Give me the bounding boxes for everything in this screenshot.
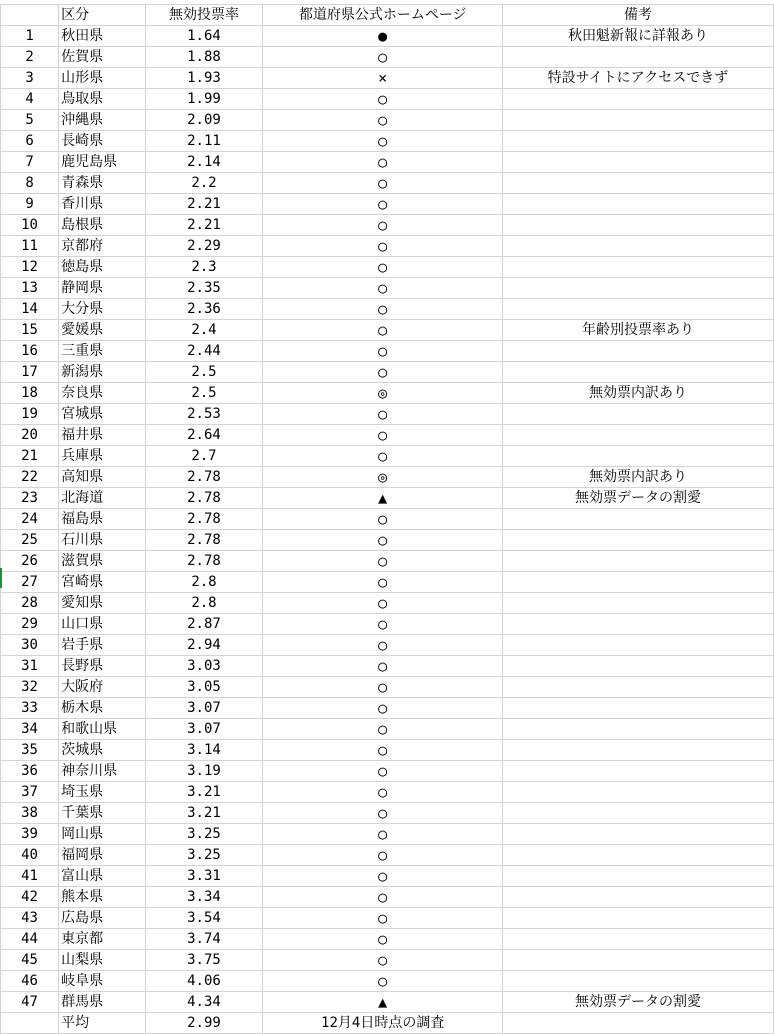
table-row — [1, 656, 774, 677]
homepage-status-cell[interactable]: ○ — [263, 320, 502, 341]
prefecture-cell[interactable]: 神奈川県 — [59, 761, 145, 782]
remarks-cell[interactable] — [502, 656, 773, 677]
prefecture-cell[interactable]: 佐賀県 — [59, 47, 145, 68]
table-row — [1, 278, 774, 299]
remarks-cell[interactable]: 年齢別投票率あり — [502, 320, 773, 341]
prefecture-cell[interactable]: 山梨県 — [59, 950, 145, 971]
remarks-cell[interactable] — [502, 89, 773, 110]
homepage-status-cell[interactable]: ○ — [263, 152, 502, 173]
homepage-status-cell[interactable]: ○ — [263, 908, 502, 929]
row-index-cell[interactable]: 29 — [1, 614, 59, 635]
table-row — [1, 320, 774, 341]
invalid-rate-cell[interactable]: 2.36 — [145, 299, 263, 320]
table-row — [1, 677, 774, 698]
row-index-cell[interactable]: 25 — [1, 530, 59, 551]
remarks-cell[interactable] — [502, 425, 773, 446]
invalid-rate-cell[interactable]: 2.21 — [145, 215, 263, 236]
remarks-cell[interactable] — [502, 404, 773, 425]
invalid-rate-cell[interactable]: 3.75 — [145, 950, 263, 971]
prefecture-cell[interactable]: 徳島県 — [59, 257, 145, 278]
table-row — [1, 467, 774, 488]
remarks-cell[interactable]: 秋田魁新報に詳報あり — [502, 26, 773, 47]
prefecture-cell[interactable]: 茨城県 — [59, 740, 145, 761]
remarks-cell[interactable] — [502, 845, 773, 866]
invalid-rate-cell[interactable]: 2.53 — [145, 404, 263, 425]
table-row — [1, 908, 774, 929]
table-row — [1, 635, 774, 656]
homepage-status-cell[interactable]: ○ — [263, 362, 502, 383]
table-body — [1, 5, 774, 1034]
prefecture-cell[interactable]: 岡山県 — [59, 824, 145, 845]
homepage-status-cell[interactable]: ○ — [263, 257, 502, 278]
prefecture-cell[interactable]: 鳥取県 — [59, 89, 145, 110]
prefecture-cell[interactable]: 大阪府 — [59, 677, 145, 698]
invalid-rate-cell[interactable]: 1.93 — [145, 68, 263, 89]
remarks-cell[interactable] — [502, 824, 773, 845]
table-row — [1, 593, 774, 614]
prefecture-cell[interactable]: 群馬県 — [59, 992, 145, 1013]
homepage-status-cell[interactable]: ○ — [263, 593, 502, 614]
row-index-cell[interactable]: 20 — [1, 425, 59, 446]
row-index-cell[interactable]: 22 — [1, 467, 59, 488]
table-row — [1, 509, 774, 530]
invalid-rate-cell[interactable]: 1.99 — [145, 89, 263, 110]
invalid-rate-cell[interactable]: 2.78 — [145, 509, 263, 530]
remarks-cell[interactable] — [502, 614, 773, 635]
remarks-cell[interactable] — [502, 677, 773, 698]
row-index-cell[interactable]: 12 — [1, 257, 59, 278]
homepage-status-cell[interactable]: ○ — [263, 887, 502, 908]
prefecture-cell[interactable]: 三重県 — [59, 341, 145, 362]
row-index-cell[interactable]: 47 — [1, 992, 59, 1013]
footer-remarks-cell[interactable] — [502, 1013, 773, 1034]
row-index-cell[interactable]: 16 — [1, 341, 59, 362]
invalid-rate-cell[interactable]: 3.31 — [145, 866, 263, 887]
invalid-rate-cell[interactable]: 3.03 — [145, 656, 263, 677]
invalid-rate-cell[interactable]: 2.44 — [145, 341, 263, 362]
prefecture-cell[interactable]: 奈良県 — [59, 383, 145, 404]
prefecture-cell[interactable]: 新潟県 — [59, 362, 145, 383]
homepage-status-cell[interactable]: ○ — [263, 866, 502, 887]
invalid-rate-cell[interactable]: 3.54 — [145, 908, 263, 929]
row-index-cell[interactable]: 31 — [1, 656, 59, 677]
prefecture-cell[interactable]: 福井県 — [59, 425, 145, 446]
row-index-cell[interactable]: 43 — [1, 908, 59, 929]
row-index-cell[interactable]: 17 — [1, 362, 59, 383]
homepage-status-cell[interactable]: ○ — [263, 404, 502, 425]
homepage-status-cell[interactable]: ○ — [263, 761, 502, 782]
prefecture-cell[interactable]: 熊本県 — [59, 887, 145, 908]
prefecture-cell[interactable]: 福岡県 — [59, 845, 145, 866]
invalid-rate-cell[interactable]: 2.21 — [145, 194, 263, 215]
remarks-cell[interactable] — [502, 719, 773, 740]
table-row — [1, 614, 774, 635]
row-index-cell[interactable]: 45 — [1, 950, 59, 971]
prefecture-cell[interactable]: 千葉県 — [59, 803, 145, 824]
prefecture-cell[interactable]: 島根県 — [59, 215, 145, 236]
homepage-status-cell[interactable]: ○ — [263, 719, 502, 740]
remarks-cell[interactable] — [502, 278, 773, 299]
table-row — [1, 740, 774, 761]
row-index-cell[interactable]: 46 — [1, 971, 59, 992]
prefecture-cell[interactable]: 東京都 — [59, 929, 145, 950]
average-label-cell[interactable]: 平均 — [59, 1013, 145, 1034]
row-index-cell[interactable]: 41 — [1, 866, 59, 887]
row-index-cell[interactable]: 26 — [1, 551, 59, 572]
invalid-rate-cell[interactable]: 3.34 — [145, 887, 263, 908]
table-row — [1, 887, 774, 908]
prefecture-cell[interactable]: 富山県 — [59, 866, 145, 887]
survey-date-cell[interactable]: 12月4日時点の調査 — [263, 1013, 502, 1034]
homepage-status-cell[interactable]: ▲ — [263, 488, 502, 509]
prefecture-cell[interactable]: 静岡県 — [59, 278, 145, 299]
row-index-cell[interactable]: 7 — [1, 152, 59, 173]
invalid-rate-cell[interactable]: 4.06 — [145, 971, 263, 992]
homepage-status-cell[interactable]: ▲ — [263, 992, 502, 1013]
header-cell-category[interactable]: 区分 — [59, 5, 145, 26]
homepage-status-cell[interactable]: ● — [263, 26, 502, 47]
homepage-status-cell[interactable]: ○ — [263, 236, 502, 257]
row-index-cell[interactable]: 18 — [1, 383, 59, 404]
homepage-status-cell[interactable]: × — [263, 68, 502, 89]
table-row — [1, 194, 774, 215]
prefecture-cell[interactable]: 福島県 — [59, 509, 145, 530]
invalid-rate-cell[interactable]: 2.35 — [145, 278, 263, 299]
invalid-rate-cell[interactable]: 2.11 — [145, 131, 263, 152]
homepage-status-cell[interactable]: ○ — [263, 845, 502, 866]
invalid-rate-cell[interactable]: 2.64 — [145, 425, 263, 446]
table-row — [1, 89, 774, 110]
table-row — [1, 782, 774, 803]
prefecture-cell[interactable]: 滋賀県 — [59, 551, 145, 572]
remarks-cell[interactable] — [502, 803, 773, 824]
prefecture-cell[interactable]: 栃木県 — [59, 698, 145, 719]
row-index-cell[interactable]: 37 — [1, 782, 59, 803]
table-row — [1, 971, 774, 992]
table-row — [1, 551, 774, 572]
invalid-rate-cell[interactable]: 2.78 — [145, 551, 263, 572]
invalid-rate-cell[interactable]: 3.07 — [145, 719, 263, 740]
table-row — [1, 215, 774, 236]
prefecture-cell[interactable]: 宮崎県 — [59, 572, 145, 593]
homepage-status-cell[interactable]: ○ — [263, 530, 502, 551]
remarks-cell[interactable] — [502, 866, 773, 887]
invalid-rate-cell[interactable]: 2.8 — [145, 572, 263, 593]
remarks-cell[interactable]: 特設サイトにアクセスできず — [502, 68, 773, 89]
row-index-cell[interactable]: 38 — [1, 803, 59, 824]
table-row — [1, 824, 774, 845]
invalid-rate-cell[interactable]: 1.64 — [145, 26, 263, 47]
row-index-cell[interactable]: 23 — [1, 488, 59, 509]
remarks-cell[interactable] — [502, 131, 773, 152]
footer-index-cell[interactable] — [1, 1013, 59, 1034]
invalid-rate-cell[interactable]: 2.94 — [145, 635, 263, 656]
invalid-rate-cell[interactable]: 2.09 — [145, 110, 263, 131]
homepage-status-cell[interactable]: ○ — [263, 425, 502, 446]
prefecture-table — [0, 4, 774, 1034]
row-index-cell[interactable]: 9 — [1, 194, 59, 215]
homepage-status-cell[interactable]: ○ — [263, 698, 502, 719]
remarks-cell[interactable] — [502, 299, 773, 320]
table-row — [1, 572, 774, 593]
homepage-status-cell[interactable]: ○ — [263, 824, 502, 845]
homepage-status-cell[interactable]: ○ — [263, 677, 502, 698]
table-row — [1, 845, 774, 866]
remarks-cell[interactable] — [502, 740, 773, 761]
homepage-status-cell[interactable]: ○ — [263, 782, 502, 803]
remarks-cell[interactable] — [502, 593, 773, 614]
row-index-cell[interactable]: 32 — [1, 677, 59, 698]
homepage-status-cell[interactable]: ○ — [263, 110, 502, 131]
table-row — [1, 950, 774, 971]
invalid-rate-cell[interactable]: 2.78 — [145, 488, 263, 509]
invalid-rate-cell[interactable]: 2.87 — [145, 614, 263, 635]
invalid-rate-cell[interactable]: 2.8 — [145, 593, 263, 614]
row-index-cell[interactable]: 1 — [1, 26, 59, 47]
invalid-rate-cell[interactable]: 2.29 — [145, 236, 263, 257]
prefecture-cell[interactable]: 青森県 — [59, 173, 145, 194]
remarks-cell[interactable] — [502, 530, 773, 551]
table-row — [1, 803, 774, 824]
homepage-status-cell[interactable]: ○ — [263, 299, 502, 320]
row-index-cell[interactable]: 10 — [1, 215, 59, 236]
table-row — [1, 383, 774, 404]
row-index-cell[interactable]: 5 — [1, 110, 59, 131]
prefecture-cell[interactable]: 埼玉県 — [59, 782, 145, 803]
remarks-cell[interactable] — [502, 950, 773, 971]
prefecture-cell[interactable]: 秋田県 — [59, 26, 145, 47]
header-cell-homepage[interactable]: 都道府県公式ホームページ — [263, 5, 502, 26]
invalid-rate-cell[interactable]: 2.3 — [145, 257, 263, 278]
row-index-cell[interactable]: 33 — [1, 698, 59, 719]
table-row — [1, 761, 774, 782]
table-row — [1, 173, 774, 194]
prefecture-cell[interactable]: 沖縄県 — [59, 110, 145, 131]
table-row — [1, 425, 774, 446]
invalid-rate-cell[interactable]: 3.14 — [145, 740, 263, 761]
remarks-cell[interactable] — [502, 761, 773, 782]
invalid-rate-cell[interactable]: 3.05 — [145, 677, 263, 698]
remarks-cell[interactable] — [502, 152, 773, 173]
invalid-rate-cell[interactable]: 2.78 — [145, 530, 263, 551]
row-index-cell[interactable]: 35 — [1, 740, 59, 761]
remarks-cell[interactable]: 無効票データの割愛 — [502, 992, 773, 1013]
prefecture-cell[interactable]: 長野県 — [59, 656, 145, 677]
remarks-cell[interactable]: 無効票データの割愛 — [502, 488, 773, 509]
invalid-rate-cell[interactable]: 3.21 — [145, 803, 263, 824]
homepage-status-cell[interactable]: ○ — [263, 551, 502, 572]
homepage-status-cell[interactable]: ○ — [263, 47, 502, 68]
invalid-rate-cell[interactable]: 3.25 — [145, 824, 263, 845]
row-index-cell[interactable]: 24 — [1, 509, 59, 530]
table-row — [1, 929, 774, 950]
remarks-cell[interactable] — [502, 341, 773, 362]
homepage-status-cell[interactable]: ◎ — [263, 383, 502, 404]
header-cell-index[interactable] — [1, 5, 59, 26]
homepage-status-cell[interactable]: ○ — [263, 278, 502, 299]
prefecture-cell[interactable]: 山形県 — [59, 68, 145, 89]
table-row — [1, 719, 774, 740]
table-row — [1, 236, 774, 257]
remarks-cell[interactable] — [502, 236, 773, 257]
row-index-cell[interactable]: 28 — [1, 593, 59, 614]
prefecture-cell[interactable]: 大分県 — [59, 299, 145, 320]
row-index-cell[interactable]: 3 — [1, 68, 59, 89]
invalid-rate-cell[interactable]: 2.2 — [145, 173, 263, 194]
row-index-cell[interactable]: 15 — [1, 320, 59, 341]
table-row — [1, 866, 774, 887]
invalid-rate-cell[interactable]: 4.34 — [145, 992, 263, 1013]
table-row — [1, 698, 774, 719]
row-index-cell[interactable]: 14 — [1, 299, 59, 320]
invalid-rate-cell[interactable]: 3.21 — [145, 782, 263, 803]
prefecture-cell[interactable]: 兵庫県 — [59, 446, 145, 467]
remarks-cell[interactable] — [502, 551, 773, 572]
table-row — [1, 152, 774, 173]
homepage-status-cell[interactable]: ○ — [263, 971, 502, 992]
remarks-cell[interactable] — [502, 887, 773, 908]
remarks-cell[interactable] — [502, 47, 773, 68]
table-row — [1, 110, 774, 131]
remarks-cell[interactable] — [502, 257, 773, 278]
invalid-rate-cell[interactable]: 3.74 — [145, 929, 263, 950]
homepage-status-cell[interactable]: ○ — [263, 635, 502, 656]
remarks-cell[interactable] — [502, 362, 773, 383]
homepage-status-cell[interactable]: ○ — [263, 572, 502, 593]
row-index-cell[interactable]: 27 — [1, 572, 59, 593]
homepage-status-cell[interactable]: ○ — [263, 89, 502, 110]
prefecture-cell[interactable]: 北海道 — [59, 488, 145, 509]
table-row — [1, 131, 774, 152]
remarks-cell[interactable] — [502, 194, 773, 215]
row-index-cell[interactable]: 11 — [1, 236, 59, 257]
header-cell-invalid-rate[interactable]: 無効投票率 — [145, 5, 263, 26]
homepage-status-cell[interactable]: ○ — [263, 341, 502, 362]
header-row — [1, 5, 774, 26]
prefecture-cell[interactable]: 岐阜県 — [59, 971, 145, 992]
table-row — [1, 341, 774, 362]
homepage-status-cell[interactable]: ○ — [263, 173, 502, 194]
table-row — [1, 530, 774, 551]
selection-edge-marker — [0, 568, 2, 588]
prefecture-cell[interactable]: 愛媛県 — [59, 320, 145, 341]
homepage-status-cell[interactable]: ○ — [263, 929, 502, 950]
remarks-cell[interactable] — [502, 215, 773, 236]
remarks-cell[interactable] — [502, 572, 773, 593]
remarks-cell[interactable] — [502, 782, 773, 803]
prefecture-cell[interactable]: 和歌山県 — [59, 719, 145, 740]
average-value-cell[interactable]: 2.99 — [145, 1013, 263, 1034]
remarks-cell[interactable] — [502, 446, 773, 467]
invalid-rate-cell[interactable]: 3.19 — [145, 761, 263, 782]
header-cell-remarks[interactable]: 備考 — [502, 5, 773, 26]
row-index-cell[interactable]: 30 — [1, 635, 59, 656]
remarks-cell[interactable]: 無効票内訳あり — [502, 383, 773, 404]
prefecture-cell[interactable]: 山口県 — [59, 614, 145, 635]
row-index-cell[interactable]: 21 — [1, 446, 59, 467]
invalid-rate-cell[interactable]: 2.78 — [145, 467, 263, 488]
table-row — [1, 992, 774, 1013]
prefecture-cell[interactable]: 香川県 — [59, 194, 145, 215]
homepage-status-cell[interactable]: ◎ — [263, 467, 502, 488]
row-index-cell[interactable]: 36 — [1, 761, 59, 782]
prefecture-cell[interactable]: 岩手県 — [59, 635, 145, 656]
row-index-cell[interactable]: 39 — [1, 824, 59, 845]
invalid-rate-cell[interactable]: 1.88 — [145, 47, 263, 68]
homepage-status-cell[interactable]: ○ — [263, 194, 502, 215]
homepage-status-cell[interactable]: ○ — [263, 740, 502, 761]
row-index-cell[interactable]: 4 — [1, 89, 59, 110]
table-row — [1, 257, 774, 278]
remarks-cell[interactable] — [502, 110, 773, 131]
table-row — [1, 488, 774, 509]
invalid-rate-cell[interactable]: 3.25 — [145, 845, 263, 866]
table-row — [1, 47, 774, 68]
row-index-cell[interactable]: 40 — [1, 845, 59, 866]
prefecture-cell[interactable]: 鹿児島県 — [59, 152, 145, 173]
invalid-rate-cell[interactable]: 3.07 — [145, 698, 263, 719]
row-index-cell[interactable]: 6 — [1, 131, 59, 152]
table-row — [1, 68, 774, 89]
prefecture-cell[interactable]: 高知県 — [59, 467, 145, 488]
homepage-status-cell[interactable]: ○ — [263, 131, 502, 152]
remarks-cell[interactable] — [502, 698, 773, 719]
invalid-rate-cell[interactable]: 2.4 — [145, 320, 263, 341]
prefecture-cell[interactable]: 愛知県 — [59, 593, 145, 614]
footer-row — [1, 1013, 774, 1034]
prefecture-cell[interactable]: 京都府 — [59, 236, 145, 257]
homepage-status-cell[interactable]: ○ — [263, 656, 502, 677]
table-row — [1, 26, 774, 47]
row-index-cell[interactable]: 44 — [1, 929, 59, 950]
remarks-cell[interactable] — [502, 173, 773, 194]
homepage-status-cell[interactable]: ○ — [263, 509, 502, 530]
table-row — [1, 362, 774, 383]
row-index-cell[interactable]: 19 — [1, 404, 59, 425]
homepage-status-cell[interactable]: ○ — [263, 446, 502, 467]
remarks-cell[interactable]: 無効票内訳あり — [502, 467, 773, 488]
homepage-status-cell[interactable]: ○ — [263, 950, 502, 971]
row-index-cell[interactable]: 42 — [1, 887, 59, 908]
prefecture-cell[interactable]: 長崎県 — [59, 131, 145, 152]
remarks-cell[interactable] — [502, 509, 773, 530]
invalid-rate-cell[interactable]: 2.5 — [145, 383, 263, 404]
invalid-rate-cell[interactable]: 2.14 — [145, 152, 263, 173]
table-row — [1, 446, 774, 467]
remarks-cell[interactable] — [502, 908, 773, 929]
homepage-status-cell[interactable]: ○ — [263, 803, 502, 824]
row-index-cell[interactable]: 2 — [1, 47, 59, 68]
prefecture-cell[interactable]: 宮城県 — [59, 404, 145, 425]
homepage-status-cell[interactable]: ○ — [263, 215, 502, 236]
remarks-cell[interactable] — [502, 971, 773, 992]
row-index-cell[interactable]: 13 — [1, 278, 59, 299]
remarks-cell[interactable] — [502, 635, 773, 656]
prefecture-cell[interactable]: 広島県 — [59, 908, 145, 929]
prefecture-cell[interactable]: 石川県 — [59, 530, 145, 551]
row-index-cell[interactable]: 8 — [1, 173, 59, 194]
table-row — [1, 299, 774, 320]
invalid-rate-cell[interactable]: 2.7 — [145, 446, 263, 467]
remarks-cell[interactable] — [502, 929, 773, 950]
row-index-cell[interactable]: 34 — [1, 719, 59, 740]
table-row — [1, 404, 774, 425]
homepage-status-cell[interactable]: ○ — [263, 614, 502, 635]
invalid-rate-cell[interactable]: 2.5 — [145, 362, 263, 383]
